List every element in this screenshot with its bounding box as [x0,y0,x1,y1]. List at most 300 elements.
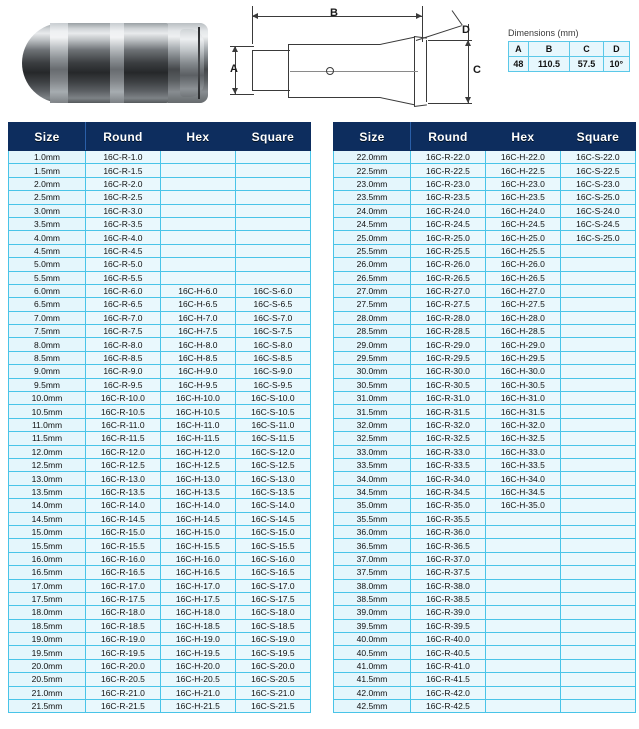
cell-size: 21.5mm [9,700,86,713]
cell-size: 20.5mm [9,673,86,686]
dimensions-table-title: Dimensions (mm) [508,28,579,38]
table-row [334,284,636,297]
cell-square [560,325,635,338]
table-row [334,244,636,257]
cell-round: 16C-R-30.0 [411,365,486,378]
cell-size: 30.0mm [334,365,411,378]
cell-size: 26.5mm [334,271,411,284]
cell-hex: 16C-H-20.5 [160,673,235,686]
cell-size: 4.0mm [9,231,86,244]
cell-round: 16C-R-29.5 [411,351,486,364]
cell-hex: 16C-H-8.5 [160,351,235,364]
cell-hex: 16C-H-16.0 [160,552,235,565]
table-row [9,606,311,619]
table-row [334,673,636,686]
table-row [334,418,636,431]
cell-round: 16C-R-21.0 [86,686,161,699]
table-row [9,418,311,431]
column-header-square: Square [560,123,635,151]
dimensions-header-c: C [570,42,603,57]
dimension-value-c: 57.5 [570,57,603,72]
cell-round: 16C-R-24.5 [411,217,486,230]
cell-hex: 16C-H-15.0 [160,525,235,538]
body-left [288,44,289,98]
cell-hex: 16C-H-29.0 [485,338,560,351]
spec-table-left [8,122,311,713]
cell-round: 16C-R-37.0 [411,552,486,565]
cell-hex: 16C-H-23.0 [485,177,560,190]
cell-size: 22.5mm [334,164,411,177]
column-header-round: Round [86,123,161,151]
cell-round: 16C-R-23.5 [411,191,486,204]
table-row [334,271,636,284]
cell-size: 14.0mm [9,499,86,512]
cell-hex [485,619,560,632]
cell-square: 16C-S-17.5 [235,592,310,605]
c-arrow-down [465,97,471,103]
cell-square [560,445,635,458]
cell-square [560,311,635,324]
dimension-label-a: A [230,63,239,75]
table-row [334,405,636,418]
cell-size: 35.0mm [334,499,411,512]
cell-hex [160,151,235,164]
cell-size: 20.0mm [9,659,86,672]
cell-hex: 16C-H-8.0 [160,338,235,351]
cell-size: 40.0mm [334,633,411,646]
dimensions-header-d: D [603,42,629,57]
cell-round: 16C-R-41.5 [411,673,486,686]
cell-round: 16C-R-31.0 [411,392,486,405]
cell-square: 16C-S-20.5 [235,673,310,686]
cell-round: 16C-R-9.0 [86,365,161,378]
cell-hex: 16C-H-29.5 [485,351,560,364]
cell-size: 16.0mm [9,552,86,565]
cell-square: 16C-S-19.0 [235,633,310,646]
table-row [9,151,311,164]
cell-square [560,686,635,699]
table-row [334,700,636,713]
cell-square: 16C-S-12.0 [235,445,310,458]
cell-round: 16C-R-15.5 [86,539,161,552]
a-arrow-down [232,88,238,94]
cell-square [560,338,635,351]
dimension-label-b: B [330,7,339,19]
table-row [9,512,311,525]
cell-round: 16C-R-34.5 [411,485,486,498]
cell-size: 31.5mm [334,405,411,418]
cell-hex: 16C-H-34.0 [485,472,560,485]
table-row [9,659,311,672]
cell-square [560,485,635,498]
cell-size: 15.0mm [9,525,86,538]
table-row [9,311,311,324]
table-row [334,606,636,619]
cell-hex: 16C-H-32.0 [485,418,560,431]
cell-hex: 16C-H-13.0 [160,472,235,485]
cell-hex [485,646,560,659]
cell-square: 16C-S-6.0 [235,284,310,297]
cell-round: 16C-R-40.0 [411,633,486,646]
cell-size: 3.0mm [9,204,86,217]
cell-hex [160,271,235,284]
cell-hex [485,525,560,538]
cell-size: 34.5mm [334,485,411,498]
column-header-hex: Hex [485,123,560,151]
cell-square [560,659,635,672]
cell-round: 16C-R-24.0 [411,204,486,217]
cell-hex: 16C-H-17.5 [160,592,235,605]
cell-round: 16C-R-42.0 [411,686,486,699]
cell-square: 16C-S-22.0 [560,151,635,164]
table-row [9,338,311,351]
table-row [334,177,636,190]
cell-hex [485,552,560,565]
shank-left [252,50,253,91]
cell-round: 16C-R-34.0 [411,472,486,485]
cell-hex: 16C-H-18.0 [160,606,235,619]
cell-hex: 16C-H-33.0 [485,445,560,458]
shank-top [252,50,290,51]
cell-square [560,499,635,512]
cell-square [560,298,635,311]
cell-round: 16C-R-21.5 [86,700,161,713]
table-row [334,566,636,579]
cell-round: 16C-R-6.5 [86,298,161,311]
cell-square: 16C-S-23.0 [560,177,635,190]
table-row [334,392,636,405]
cell-square [560,258,635,271]
cell-square [560,566,635,579]
cell-round: 16C-R-10.0 [86,392,161,405]
cell-size: 42.5mm [334,700,411,713]
cell-size: 27.0mm [334,284,411,297]
table-row [334,525,636,538]
cell-size: 8.0mm [9,338,86,351]
table-row [9,700,311,713]
table-row [334,619,636,632]
cell-hex: 16C-H-26.0 [485,258,560,271]
table-row [9,351,311,364]
table-row [9,164,311,177]
cell-round: 16C-R-39.0 [411,606,486,619]
cell-size: 27.5mm [334,298,411,311]
cell-hex: 16C-H-32.5 [485,432,560,445]
cell-size: 10.0mm [9,392,86,405]
cell-size: 35.5mm [334,512,411,525]
cell-square: 16C-S-11.5 [235,432,310,445]
cell-hex: 16C-H-7.0 [160,311,235,324]
cell-size: 41.0mm [334,659,411,672]
cell-size: 22.0mm [334,151,411,164]
column-header-size: Size [9,123,86,151]
table-row [9,485,311,498]
cell-square [560,673,635,686]
cell-square: 16C-S-7.5 [235,325,310,338]
cell-size: 13.0mm [9,472,86,485]
cell-size: 7.0mm [9,311,86,324]
table-row [9,566,311,579]
cell-hex: 16C-H-14.5 [160,512,235,525]
cell-size: 19.5mm [9,646,86,659]
cell-round: 16C-R-33.0 [411,445,486,458]
cell-hex: 16C-H-28.0 [485,311,560,324]
cell-square: 16C-S-16.0 [235,552,310,565]
table-row [9,298,311,311]
cell-hex: 16C-H-26.5 [485,271,560,284]
cell-hex: 16C-H-12.0 [160,445,235,458]
cell-square: 16C-S-21.0 [235,686,310,699]
table-row [334,458,636,471]
cell-square: 16C-S-21.5 [235,700,310,713]
cell-square [235,217,310,230]
cell-square: 16C-S-18.5 [235,619,310,632]
cell-square [560,392,635,405]
cell-size: 9.5mm [9,378,86,391]
cell-hex: 16C-H-27.5 [485,298,560,311]
cell-size: 1.5mm [9,164,86,177]
cell-round: 16C-R-39.5 [411,619,486,632]
cell-hex: 16C-H-19.0 [160,633,235,646]
cell-square [235,177,310,190]
cell-round: 16C-R-27.5 [411,298,486,311]
table-row [9,217,311,230]
product-overview-area [0,0,639,120]
cell-square [560,432,635,445]
cell-size: 23.5mm [334,191,411,204]
table-row [334,659,636,672]
cell-size: 34.0mm [334,472,411,485]
cell-square: 16C-S-25.0 [560,231,635,244]
dimensions-header-b: B [528,42,569,57]
cell-size: 33.5mm [334,458,411,471]
nose-bottom-edge [414,104,427,107]
cell-size: 16.5mm [9,566,86,579]
cell-size: 40.5mm [334,646,411,659]
column-header-square: Square [235,123,310,151]
cell-size: 36.5mm [334,539,411,552]
cell-hex [485,539,560,552]
collet-body [22,23,172,103]
table-row [9,673,311,686]
table-row [334,151,636,164]
cell-square: 16C-S-16.5 [235,566,310,579]
cell-size: 28.5mm [334,325,411,338]
cell-size: 19.0mm [9,633,86,646]
table-row [9,258,311,271]
cell-square: 16C-S-14.5 [235,512,310,525]
cell-square [560,552,635,565]
cell-round: 16C-R-38.5 [411,592,486,605]
cell-size: 9.0mm [9,365,86,378]
table-row [334,485,636,498]
cell-square: 16C-S-24.0 [560,204,635,217]
table-row [9,539,311,552]
cell-hex: 16C-H-10.5 [160,405,235,418]
table-row [334,499,636,512]
cell-round: 16C-R-5.0 [86,258,161,271]
table-row [334,579,636,592]
table-row [334,365,636,378]
table-row [9,405,311,418]
cell-size: 29.5mm [334,351,411,364]
cell-round: 16C-R-20.5 [86,673,161,686]
cell-size: 42.0mm [334,686,411,699]
table-row [334,311,636,324]
cell-hex: 16C-H-19.5 [160,646,235,659]
cell-round: 16C-R-22.0 [411,151,486,164]
cell-hex: 16C-H-6.5 [160,298,235,311]
cell-hex [485,592,560,605]
cell-square [560,619,635,632]
cell-hex: 16C-H-6.0 [160,284,235,297]
cell-round: 16C-R-8.0 [86,338,161,351]
column-header-round: Round [411,123,486,151]
cell-square [560,592,635,605]
cell-round: 16C-R-2.0 [86,177,161,190]
cell-size: 33.0mm [334,445,411,458]
table-row [334,231,636,244]
cell-round: 16C-R-10.5 [86,405,161,418]
cell-square: 16C-S-20.0 [235,659,310,672]
cell-hex: 16C-H-18.5 [160,619,235,632]
cell-square: 16C-S-10.0 [235,392,310,405]
cell-size: 12.0mm [9,445,86,458]
cell-size: 24.0mm [334,204,411,217]
cell-square [560,525,635,538]
cell-size: 11.5mm [9,432,86,445]
cell-hex [485,606,560,619]
dimensions-table-block [508,28,630,72]
cell-round: 16C-R-16.5 [86,566,161,579]
cell-hex: 16C-H-31.0 [485,392,560,405]
cell-round: 16C-R-14.0 [86,499,161,512]
cell-square: 16C-S-10.5 [235,405,310,418]
table-row [334,338,636,351]
table-row [334,298,636,311]
table-row [9,579,311,592]
cell-hex: 16C-H-24.5 [485,217,560,230]
table-row [9,177,311,190]
cell-round: 16C-R-4.5 [86,244,161,257]
c-dimension-line [468,40,469,103]
cell-hex: 16C-H-24.0 [485,204,560,217]
cell-round: 16C-R-37.5 [411,566,486,579]
cell-hex: 16C-H-28.5 [485,325,560,338]
collet-nose [180,29,204,97]
cell-square: 16C-S-24.5 [560,217,635,230]
cell-hex: 16C-H-9.0 [160,365,235,378]
collet-band-1 [50,23,68,103]
dimension-value-a: 48 [509,57,529,72]
table-row [9,231,311,244]
table-row [9,325,311,338]
cell-square [560,633,635,646]
table-row [334,445,636,458]
table-row [9,445,311,458]
cell-square: 16C-S-8.0 [235,338,310,351]
cell-hex [485,633,560,646]
right-spec-table-holder [333,122,636,713]
cell-hex: 16C-H-15.5 [160,539,235,552]
table-row [334,191,636,204]
cell-hex [160,164,235,177]
cell-hex: 16C-H-7.5 [160,325,235,338]
cell-round: 16C-R-25.5 [411,244,486,257]
cell-hex [485,686,560,699]
table-row [334,512,636,525]
dimensions-value-row [509,57,630,72]
cell-round: 16C-R-11.5 [86,432,161,445]
table-row [9,432,311,445]
centre-line [290,71,418,72]
cell-square [560,512,635,525]
taper-top [380,37,414,45]
cell-square [560,351,635,364]
body-bottom [288,97,380,98]
cell-hex: 16C-H-11.5 [160,432,235,445]
cell-round: 16C-R-11.0 [86,418,161,431]
cell-square [560,405,635,418]
table-row [9,499,311,512]
cell-round: 16C-R-28.5 [411,325,486,338]
b-extension-left [252,6,253,44]
cell-round: 16C-R-6.0 [86,284,161,297]
spec-header-row-left [9,123,311,151]
cell-size: 29.0mm [334,338,411,351]
cell-hex: 16C-H-35.0 [485,499,560,512]
cell-round: 16C-R-26.5 [411,271,486,284]
cell-hex [160,244,235,257]
through-hole [326,67,334,75]
cell-hex: 16C-H-21.5 [160,700,235,713]
technical-drawing [230,2,500,118]
table-row [9,458,311,471]
cell-round: 16C-R-18.5 [86,619,161,632]
cell-size: 38.5mm [334,592,411,605]
cell-square: 16C-S-11.0 [235,418,310,431]
table-row [9,271,311,284]
cell-hex [485,659,560,672]
cell-square: 16C-S-14.0 [235,499,310,512]
table-row [9,646,311,659]
cell-size: 7.5mm [9,325,86,338]
dimensions-table [508,41,630,72]
table-row [9,244,311,257]
cell-square: 16C-S-25.0 [560,191,635,204]
table-row [334,432,636,445]
cell-round: 16C-R-28.0 [411,311,486,324]
cell-hex: 16C-H-27.0 [485,284,560,297]
dimension-label-d: D [462,24,471,36]
cell-round: 16C-R-20.0 [86,659,161,672]
cell-round: 16C-R-7.0 [86,311,161,324]
cell-size: 15.5mm [9,539,86,552]
table-row [9,191,311,204]
cell-size: 26.0mm [334,258,411,271]
c-extension-bottom [428,103,472,104]
cell-square: 16C-S-19.5 [235,646,310,659]
cell-hex [160,231,235,244]
table-row [334,633,636,646]
b-arrow-left [252,13,258,19]
cell-square: 16C-S-15.5 [235,539,310,552]
cell-hex: 16C-H-20.0 [160,659,235,672]
dimension-value-b: 110.5 [528,57,569,72]
cell-hex [485,579,560,592]
cell-round: 16C-R-22.5 [411,164,486,177]
cell-size: 10.5mm [9,405,86,418]
